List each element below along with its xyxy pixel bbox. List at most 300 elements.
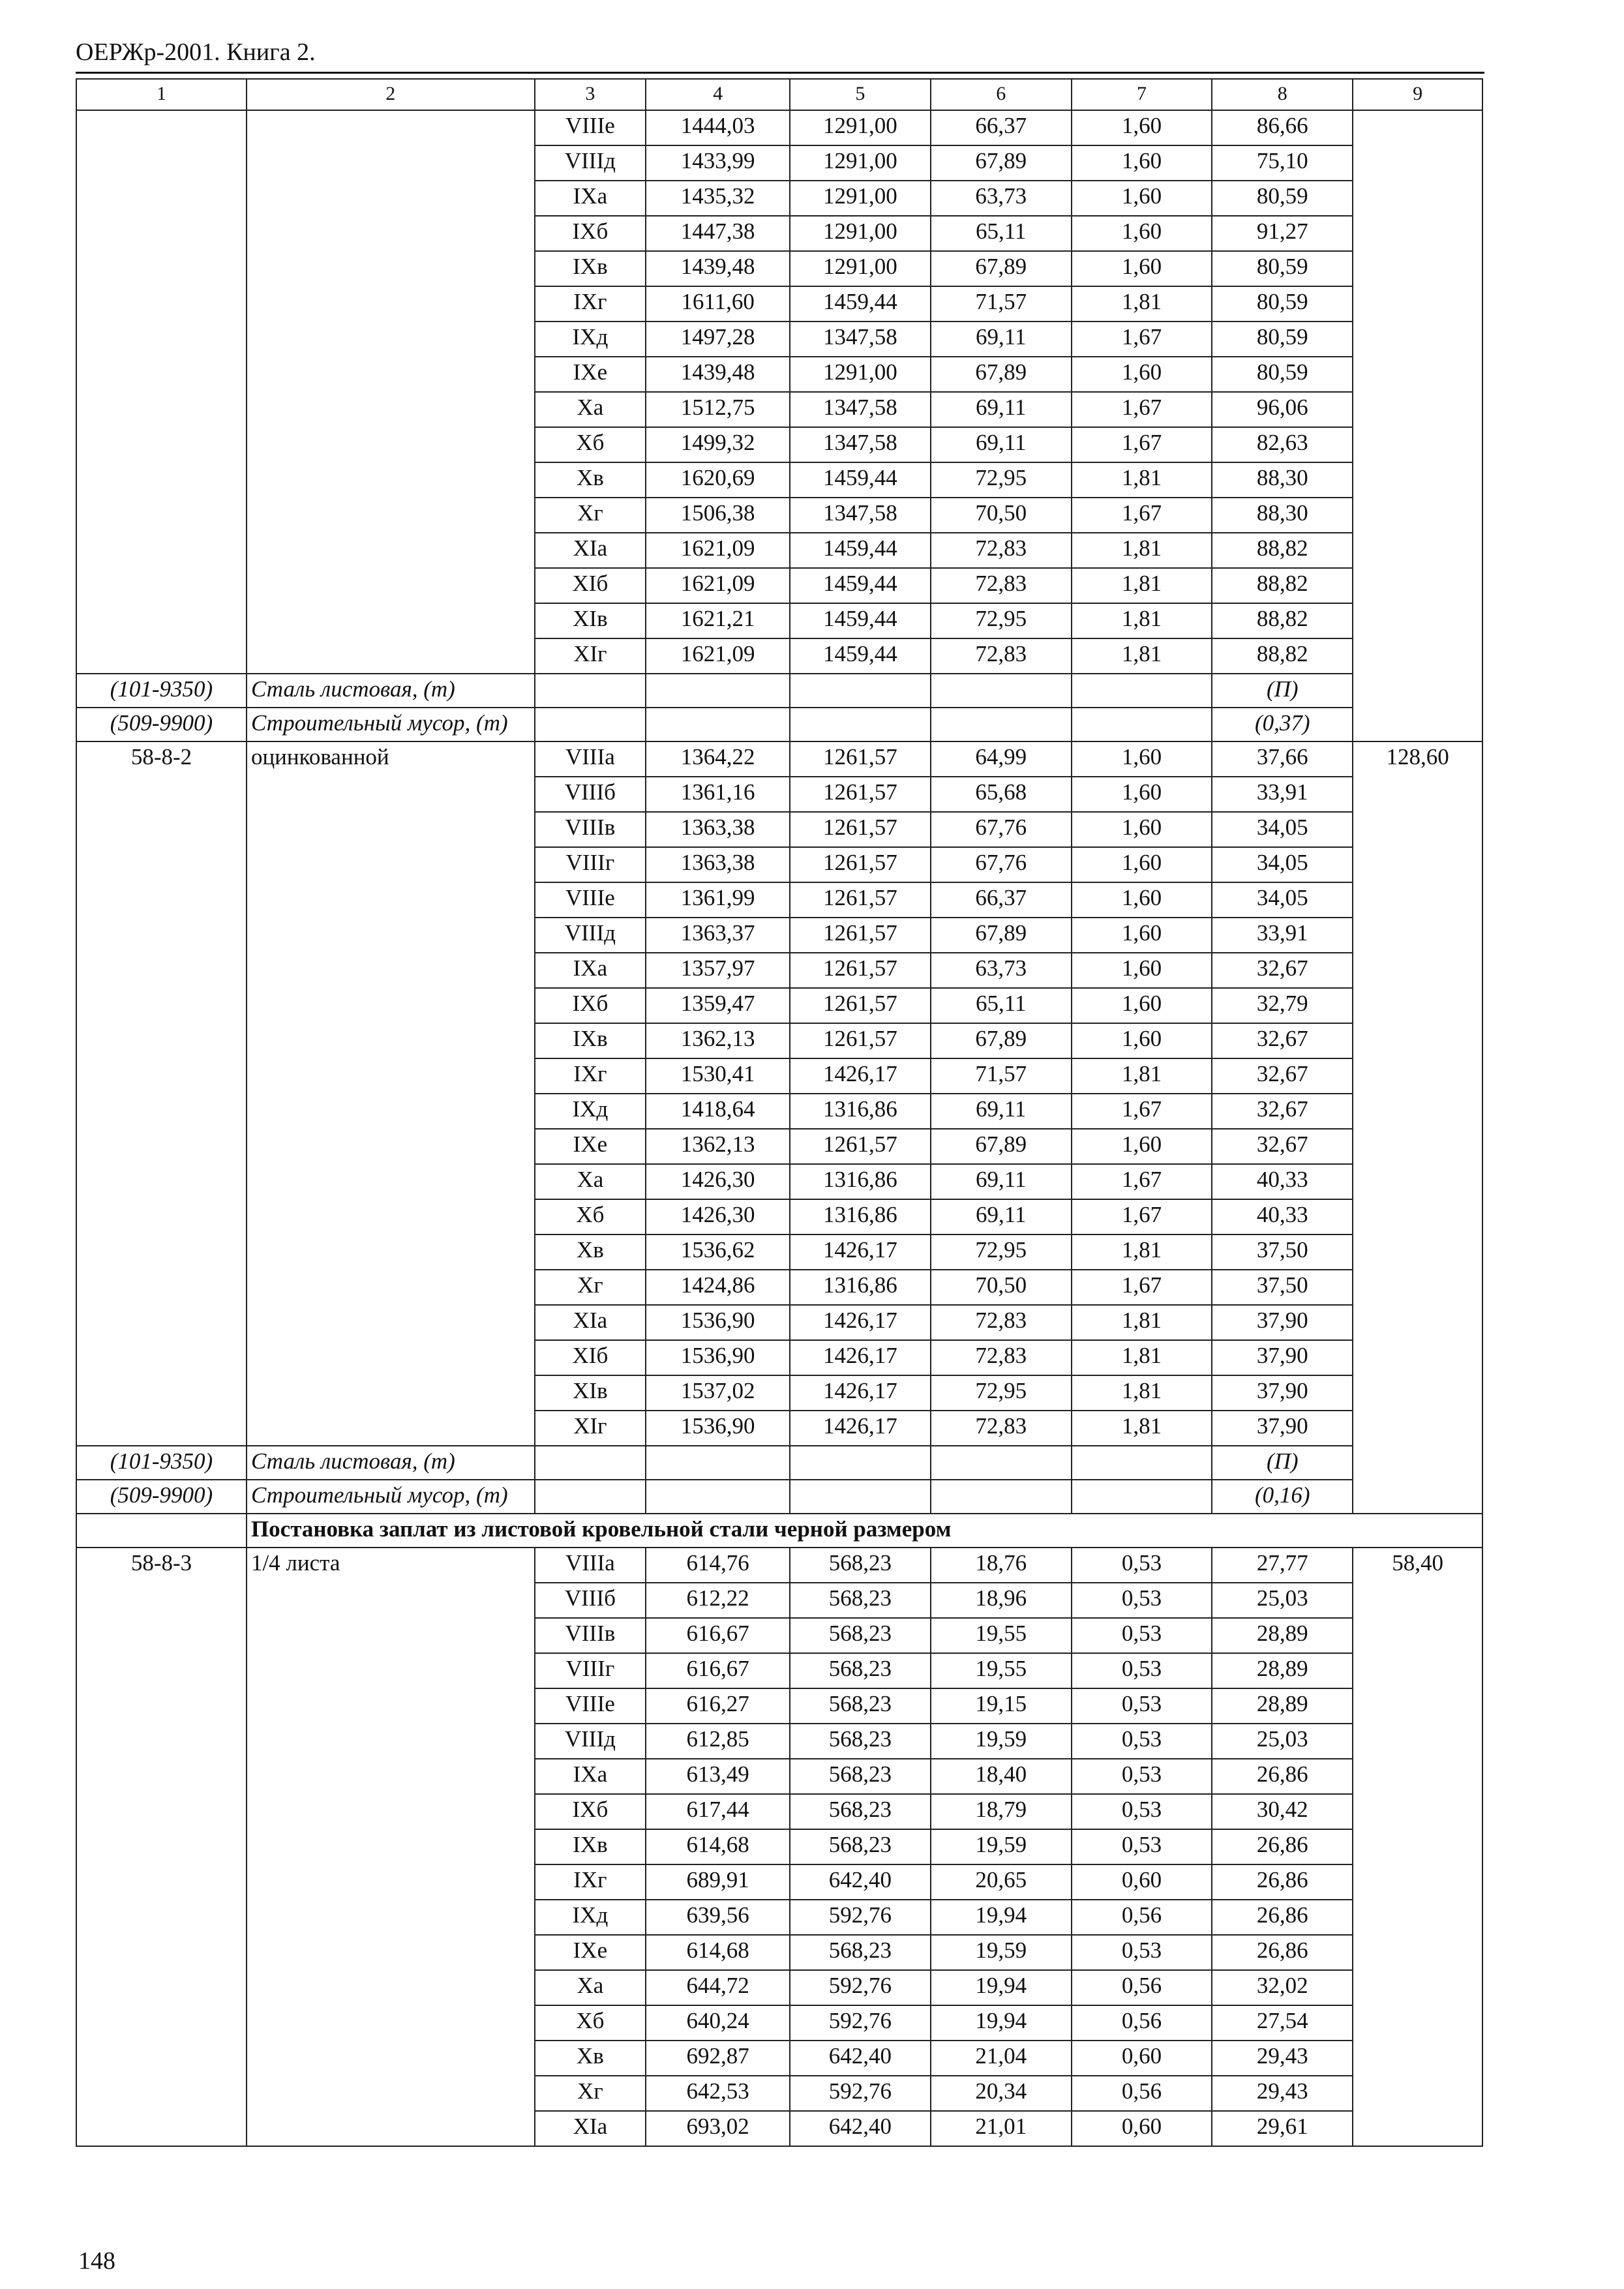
col9-cell: 128,60 <box>1353 741 1482 1514</box>
col8-cell: 32,67 <box>1212 1058 1353 1094</box>
col5-cell: 1347,58 <box>790 392 931 427</box>
col7-cell: 1,60 <box>1072 110 1212 145</box>
col8-cell: 33,91 <box>1212 918 1353 953</box>
resource-row <box>76 674 1482 708</box>
total-cost-cell: 1621,09 <box>646 568 790 603</box>
zone-cell: VIIIд <box>535 145 646 181</box>
total-cost-cell: 1363,37 <box>646 918 790 953</box>
col6-cell: 67,89 <box>931 1023 1072 1058</box>
total-cost-cell: 1536,90 <box>646 1305 790 1340</box>
empty-cell <box>931 708 1072 741</box>
total-cost-cell: 1418,64 <box>646 1094 790 1129</box>
col6-cell: 67,89 <box>931 145 1072 181</box>
col8-cell: 32,67 <box>1212 953 1353 988</box>
empty-cell <box>1072 674 1212 708</box>
col7-cell: 0,53 <box>1072 1829 1212 1864</box>
col6-cell: 19,94 <box>931 1900 1072 1935</box>
col5-cell: 1261,57 <box>790 882 931 918</box>
col5-cell: 568,23 <box>790 1759 931 1794</box>
resource-name: Сталь листовая, (т) <box>247 1446 535 1480</box>
col7-cell: 0,53 <box>1072 1618 1212 1653</box>
zone-cell: IXг <box>535 286 646 322</box>
col6-cell: 72,95 <box>931 462 1072 498</box>
resource-name: Сталь листовая, (т) <box>247 674 535 708</box>
col5-cell: 1459,44 <box>790 286 931 322</box>
col8-cell: 26,86 <box>1212 1829 1353 1864</box>
col6-cell: 19,55 <box>931 1653 1072 1688</box>
column-number: 9 <box>1353 79 1482 110</box>
zone-cell: Xг <box>535 498 646 533</box>
col7-cell: 1,60 <box>1072 953 1212 988</box>
empty-cell <box>646 1480 790 1514</box>
zone-cell: VIIIд <box>535 918 646 953</box>
col6-cell: 18,76 <box>931 1548 1072 1583</box>
col6-cell: 72,83 <box>931 1340 1072 1375</box>
col8-cell: 32,79 <box>1212 988 1353 1023</box>
col8-cell: 37,50 <box>1212 1234 1353 1270</box>
col6-cell: 72,83 <box>931 638 1072 674</box>
col8-cell: 37,90 <box>1212 1411 1353 1446</box>
col6-cell: 71,57 <box>931 1058 1072 1094</box>
total-cost-cell: 1439,48 <box>646 357 790 392</box>
total-cost-cell: 1424,86 <box>646 1270 790 1305</box>
zone-cell: IXг <box>535 1864 646 1900</box>
col7-cell: 1,81 <box>1072 1234 1212 1270</box>
col7-cell: 1,60 <box>1072 918 1212 953</box>
total-cost-cell: 1363,38 <box>646 812 790 847</box>
col7-cell: 1,67 <box>1072 1094 1212 1129</box>
total-cost-cell: 639,56 <box>646 1900 790 1935</box>
zone-cell: VIIIe <box>535 882 646 918</box>
col7-cell: 0,53 <box>1072 1688 1212 1724</box>
zone-cell: Xг <box>535 1270 646 1305</box>
col6-cell: 72,95 <box>931 603 1072 638</box>
zone-cell: IXв <box>535 251 646 286</box>
zone-cell: VIIIб <box>535 1583 646 1618</box>
col8-cell: 96,06 <box>1212 392 1353 427</box>
rates-table <box>76 78 1483 2147</box>
total-cost-cell: 1357,97 <box>646 953 790 988</box>
col7-cell: 1,60 <box>1072 1023 1212 1058</box>
zone-cell: Xв <box>535 462 646 498</box>
col8-cell: 32,02 <box>1212 1970 1353 2005</box>
col6-cell: 66,37 <box>931 110 1072 145</box>
col7-cell: 1,81 <box>1072 286 1212 322</box>
col5-cell: 1316,86 <box>790 1270 931 1305</box>
col8-cell: 28,89 <box>1212 1653 1353 1688</box>
col8-cell: 26,86 <box>1212 1935 1353 1970</box>
zone-cell: Xa <box>535 392 646 427</box>
col5-cell: 1316,86 <box>790 1164 931 1199</box>
col8-cell: 37,50 <box>1212 1270 1353 1305</box>
col5-cell: 592,76 <box>790 1970 931 2005</box>
col5-cell: 1261,57 <box>790 741 931 777</box>
total-cost-cell: 1361,99 <box>646 882 790 918</box>
col5-cell: 1316,86 <box>790 1094 931 1129</box>
zone-cell: IXe <box>535 357 646 392</box>
column-number-row <box>76 79 1482 110</box>
zone-cell: Xг <box>535 2076 646 2111</box>
col5-cell: 568,23 <box>790 1583 931 1618</box>
col7-cell: 1,60 <box>1072 216 1212 251</box>
rate-code <box>76 110 247 674</box>
zone-cell: Xв <box>535 1234 646 1270</box>
col8-cell: 86,66 <box>1212 110 1353 145</box>
col5-cell: 1261,57 <box>790 988 931 1023</box>
zone-cell: IXe <box>535 1935 646 1970</box>
total-cost-cell: 1439,48 <box>646 251 790 286</box>
total-cost-cell: 1363,38 <box>646 847 790 882</box>
empty-cell <box>790 1480 931 1514</box>
zone-cell: IXб <box>535 1794 646 1829</box>
zone-cell: IXa <box>535 1759 646 1794</box>
col7-cell: 1,81 <box>1072 1340 1212 1375</box>
col8-cell: 27,77 <box>1212 1548 1353 1583</box>
column-number: 4 <box>646 79 790 110</box>
col7-cell: 1,67 <box>1072 1270 1212 1305</box>
col8-cell: 28,89 <box>1212 1688 1353 1724</box>
col5-cell: 1261,57 <box>790 812 931 847</box>
col5-cell: 1459,44 <box>790 638 931 674</box>
column-number: 6 <box>931 79 1072 110</box>
col6-cell: 67,76 <box>931 847 1072 882</box>
total-cost-cell: 1444,03 <box>646 110 790 145</box>
total-cost-cell: 640,24 <box>646 2005 790 2041</box>
col5-cell: 568,23 <box>790 1618 931 1653</box>
page-header-title: ОЕРЖр-2001. Книга 2. <box>76 38 316 66</box>
total-cost-cell: 642,53 <box>646 2076 790 2111</box>
col5-cell: 1426,17 <box>790 1234 931 1270</box>
zone-cell: IXб <box>535 216 646 251</box>
resource-row <box>76 1480 1482 1514</box>
col8-cell: 29,43 <box>1212 2041 1353 2076</box>
col6-cell: 19,94 <box>931 2005 1072 2041</box>
zone-cell: VIIIб <box>535 777 646 812</box>
col5-cell: 1261,57 <box>790 777 931 812</box>
col6-cell: 67,76 <box>931 812 1072 847</box>
col5-cell: 1347,58 <box>790 427 931 462</box>
col6-cell: 72,83 <box>931 1305 1072 1340</box>
col6-cell: 69,11 <box>931 1164 1072 1199</box>
total-cost-cell: 1512,75 <box>646 392 790 427</box>
zone-cell: XIa <box>535 1305 646 1340</box>
col5-cell: 1347,58 <box>790 322 931 357</box>
total-cost-cell: 1361,16 <box>646 777 790 812</box>
col8-cell: 37,90 <box>1212 1305 1353 1340</box>
total-cost-cell: 1426,30 <box>646 1164 790 1199</box>
col6-cell: 19,15 <box>931 1688 1072 1724</box>
zone-cell: XIa <box>535 533 646 568</box>
zone-cell: Xв <box>535 2041 646 2076</box>
col7-cell: 1,67 <box>1072 427 1212 462</box>
col8-cell: 80,59 <box>1212 251 1353 286</box>
col5-cell: 1426,17 <box>790 1375 931 1411</box>
zone-cell: VIIIв <box>535 1618 646 1653</box>
col8-cell: 40,33 <box>1212 1199 1353 1234</box>
col5-cell: 1426,17 <box>790 1058 931 1094</box>
col5-cell: 642,40 <box>790 2111 931 2146</box>
col5-cell: 1261,57 <box>790 1023 931 1058</box>
col6-cell: 72,95 <box>931 1375 1072 1411</box>
col7-cell: 0,56 <box>1072 2076 1212 2111</box>
col7-cell: 0,53 <box>1072 1794 1212 1829</box>
col6-cell: 66,37 <box>931 882 1072 918</box>
col6-cell: 69,11 <box>931 1094 1072 1129</box>
col8-cell: 25,03 <box>1212 1724 1353 1759</box>
col7-cell: 1,60 <box>1072 357 1212 392</box>
col7-cell: 1,81 <box>1072 533 1212 568</box>
resource-name: Строительный мусор, (т) <box>247 708 535 741</box>
col9-cell <box>1353 110 1482 741</box>
col6-cell: 72,95 <box>931 1234 1072 1270</box>
column-number: 8 <box>1212 79 1353 110</box>
rate-name <box>247 110 535 674</box>
empty-cell <box>931 1446 1072 1480</box>
col6-cell: 18,79 <box>931 1794 1072 1829</box>
empty-cell <box>535 708 646 741</box>
col8-cell: 34,05 <box>1212 882 1353 918</box>
col6-cell: 69,11 <box>931 322 1072 357</box>
rate-code: 58-8-3 <box>76 1548 247 2146</box>
col6-cell: 65,11 <box>931 988 1072 1023</box>
col8-cell: 80,59 <box>1212 357 1353 392</box>
resource-value: (П) <box>1212 674 1353 708</box>
zone-cell: IXг <box>535 1058 646 1094</box>
col8-cell: 33,91 <box>1212 777 1353 812</box>
resource-code: (101-9350) <box>76 674 247 708</box>
col8-cell: 34,05 <box>1212 812 1353 847</box>
total-cost-cell: 689,91 <box>646 1864 790 1900</box>
zone-cell: VIIIa <box>535 1548 646 1583</box>
col6-cell: 72,83 <box>931 1411 1072 1446</box>
col7-cell: 1,67 <box>1072 392 1212 427</box>
col5-cell: 1291,00 <box>790 251 931 286</box>
col6-cell: 63,73 <box>931 181 1072 216</box>
table-row <box>76 110 1482 145</box>
col5-cell: 568,23 <box>790 1794 931 1829</box>
header-rule <box>76 72 1484 74</box>
empty-cell <box>535 674 646 708</box>
column-number: 7 <box>1072 79 1212 110</box>
col8-cell: 26,86 <box>1212 1900 1353 1935</box>
col8-cell: 80,59 <box>1212 181 1353 216</box>
zone-cell: VIIIв <box>535 812 646 847</box>
empty-cell <box>535 1480 646 1514</box>
col7-cell: 0,56 <box>1072 1900 1212 1935</box>
col8-cell: 37,90 <box>1212 1375 1353 1411</box>
zone-cell: XIa <box>535 2111 646 2146</box>
col6-cell: 21,04 <box>931 2041 1072 2076</box>
col8-cell: 26,86 <box>1212 1759 1353 1794</box>
col6-cell: 67,89 <box>931 357 1072 392</box>
col5-cell: 1459,44 <box>790 533 931 568</box>
col7-cell: 0,53 <box>1072 1724 1212 1759</box>
total-cost-cell: 614,68 <box>646 1935 790 1970</box>
total-cost-cell: 616,67 <box>646 1653 790 1688</box>
zone-cell: VIIIe <box>535 110 646 145</box>
zone-cell: XIг <box>535 638 646 674</box>
empty-cell <box>790 708 931 741</box>
rate-name: оцинкованной <box>247 741 535 1446</box>
col5-cell: 1459,44 <box>790 568 931 603</box>
col9-cell: 58,40 <box>1353 1548 1482 2146</box>
col7-cell: 0,60 <box>1072 1864 1212 1900</box>
col5-cell: 1426,17 <box>790 1305 931 1340</box>
total-cost-cell: 617,44 <box>646 1794 790 1829</box>
total-cost-cell: 614,76 <box>646 1548 790 1583</box>
total-cost-cell: 616,27 <box>646 1688 790 1724</box>
col7-cell: 0,53 <box>1072 1759 1212 1794</box>
col7-cell: 1,81 <box>1072 1411 1212 1446</box>
zone-cell: XIб <box>535 1340 646 1375</box>
col6-cell: 67,89 <box>931 251 1072 286</box>
col8-cell: 28,89 <box>1212 1618 1353 1653</box>
total-cost-cell: 1611,60 <box>646 286 790 322</box>
col8-cell: 88,82 <box>1212 533 1353 568</box>
col7-cell: 1,81 <box>1072 462 1212 498</box>
col5-cell: 1291,00 <box>790 145 931 181</box>
total-cost-cell: 1621,09 <box>646 638 790 674</box>
col6-cell: 21,01 <box>931 2111 1072 2146</box>
col8-cell: 32,67 <box>1212 1094 1353 1129</box>
col8-cell: 37,90 <box>1212 1340 1353 1375</box>
col5-cell: 568,23 <box>790 1724 931 1759</box>
col6-cell: 65,68 <box>931 777 1072 812</box>
section-heading: Постановка заплат из листовой кровельной стали черной размером <box>247 1514 1482 1548</box>
col8-cell: 34,05 <box>1212 847 1353 882</box>
empty-cell <box>931 1480 1072 1514</box>
col8-cell: 80,59 <box>1212 322 1353 357</box>
col6-cell: 67,89 <box>931 918 1072 953</box>
col5-cell: 642,40 <box>790 2041 931 2076</box>
zone-cell: IXe <box>535 1129 646 1164</box>
zone-cell: IXa <box>535 181 646 216</box>
col6-cell: 69,11 <box>931 1199 1072 1234</box>
col7-cell: 1,81 <box>1072 638 1212 674</box>
total-cost-cell: 1536,62 <box>646 1234 790 1270</box>
zone-cell: IXд <box>535 1094 646 1129</box>
zone-cell: IXв <box>535 1829 646 1864</box>
zone-cell: Xб <box>535 427 646 462</box>
col7-cell: 0,53 <box>1072 1583 1212 1618</box>
total-cost-cell: 1433,99 <box>646 145 790 181</box>
column-number: 2 <box>247 79 535 110</box>
col7-cell: 1,60 <box>1072 741 1212 777</box>
empty-cell <box>646 708 790 741</box>
col7-cell: 1,60 <box>1072 812 1212 847</box>
col5-cell: 592,76 <box>790 1900 931 1935</box>
total-cost-cell: 1621,09 <box>646 533 790 568</box>
col6-cell: 18,96 <box>931 1583 1072 1618</box>
zone-cell: IXд <box>535 322 646 357</box>
total-cost-cell: 616,67 <box>646 1618 790 1653</box>
section-heading-spacer <box>76 1514 247 1548</box>
total-cost-cell: 1621,21 <box>646 603 790 638</box>
empty-cell <box>931 674 1072 708</box>
col7-cell: 1,60 <box>1072 882 1212 918</box>
zone-cell: Xa <box>535 1164 646 1199</box>
col8-cell: 75,10 <box>1212 145 1353 181</box>
col7-cell: 1,60 <box>1072 777 1212 812</box>
col6-cell: 19,59 <box>931 1829 1072 1864</box>
total-cost-cell: 1620,69 <box>646 462 790 498</box>
col8-cell: 27,54 <box>1212 2005 1353 2041</box>
col7-cell: 0,56 <box>1072 1970 1212 2005</box>
total-cost-cell: 613,49 <box>646 1759 790 1794</box>
total-cost-cell: 612,85 <box>646 1724 790 1759</box>
total-cost-cell: 612,22 <box>646 1583 790 1618</box>
zone-cell: VIIIa <box>535 741 646 777</box>
col5-cell: 592,76 <box>790 2005 931 2041</box>
total-cost-cell: 1497,28 <box>646 322 790 357</box>
col8-cell: 88,82 <box>1212 568 1353 603</box>
empty-cell <box>1072 708 1212 741</box>
total-cost-cell: 1499,32 <box>646 427 790 462</box>
col7-cell: 1,81 <box>1072 1375 1212 1411</box>
col5-cell: 1261,57 <box>790 953 931 988</box>
zone-cell: VIIIг <box>535 1653 646 1688</box>
col7-cell: 0,60 <box>1072 2111 1212 2146</box>
col5-cell: 1291,00 <box>790 110 931 145</box>
resource-name: Строительный мусор, (т) <box>247 1480 535 1514</box>
col7-cell: 1,60 <box>1072 251 1212 286</box>
col5-cell: 1291,00 <box>790 216 931 251</box>
total-cost-cell: 693,02 <box>646 2111 790 2146</box>
total-cost-cell: 692,87 <box>646 2041 790 2076</box>
resource-code: (509-9900) <box>76 1480 247 1514</box>
zone-cell: Xб <box>535 2005 646 2041</box>
total-cost-cell: 1530,41 <box>646 1058 790 1094</box>
col8-cell: 37,66 <box>1212 741 1353 777</box>
col6-cell: 20,65 <box>931 1864 1072 1900</box>
col6-cell: 63,73 <box>931 953 1072 988</box>
col5-cell: 1426,17 <box>790 1340 931 1375</box>
col6-cell: 72,83 <box>931 568 1072 603</box>
col7-cell: 1,67 <box>1072 322 1212 357</box>
col5-cell: 1261,57 <box>790 918 931 953</box>
zone-cell: VIIIд <box>535 1724 646 1759</box>
empty-cell <box>1072 1480 1212 1514</box>
col7-cell: 1,67 <box>1072 498 1212 533</box>
col7-cell: 1,81 <box>1072 568 1212 603</box>
empty-cell <box>790 1446 931 1480</box>
col7-cell: 1,67 <box>1072 1164 1212 1199</box>
col5-cell: 1426,17 <box>790 1411 931 1446</box>
col6-cell: 19,59 <box>931 1935 1072 1970</box>
col5-cell: 1291,00 <box>790 181 931 216</box>
col8-cell: 91,27 <box>1212 216 1353 251</box>
col8-cell: 32,67 <box>1212 1129 1353 1164</box>
col5-cell: 1347,58 <box>790 498 931 533</box>
total-cost-cell: 614,68 <box>646 1829 790 1864</box>
col7-cell: 1,60 <box>1072 847 1212 882</box>
col7-cell: 1,60 <box>1072 145 1212 181</box>
rates-table-body <box>76 79 1482 2146</box>
col6-cell: 20,34 <box>931 2076 1072 2111</box>
col8-cell: 25,03 <box>1212 1583 1353 1618</box>
zone-cell: IXв <box>535 1023 646 1058</box>
col7-cell: 1,60 <box>1072 1129 1212 1164</box>
empty-cell <box>1072 1446 1212 1480</box>
resource-value: (П) <box>1212 1446 1353 1480</box>
total-cost-cell: 1536,90 <box>646 1340 790 1375</box>
col5-cell: 568,23 <box>790 1829 931 1864</box>
zone-cell: XIв <box>535 1375 646 1411</box>
zone-cell: Xб <box>535 1199 646 1234</box>
zone-cell: VIIIe <box>535 1688 646 1724</box>
total-cost-cell: 1364,22 <box>646 741 790 777</box>
empty-cell <box>535 1446 646 1480</box>
